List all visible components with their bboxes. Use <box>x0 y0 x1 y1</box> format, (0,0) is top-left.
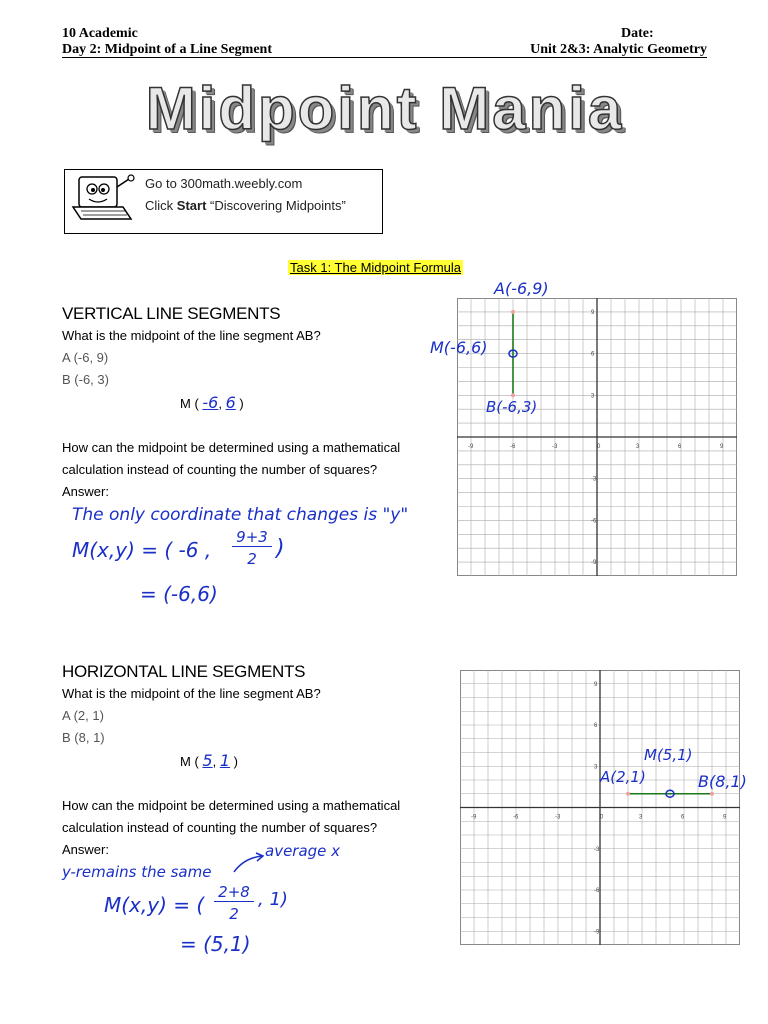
x-tick-label: 9 <box>720 444 724 450</box>
vertical-how-line-2: calculation instead of counting the number of squares? <box>62 462 378 477</box>
horizontal-coordinate-grid <box>460 670 740 945</box>
vertical-question: What is the midpoint of the line segment AB? <box>62 328 321 343</box>
x-tick-label: -9 <box>471 814 477 821</box>
vertical-handwritten-result: = (-6,6) <box>140 582 218 606</box>
horizontal-handwritten-result: = (5,1) <box>180 932 251 956</box>
header-rule <box>62 57 707 58</box>
vertical-point-b: B (-6, 3) <box>62 372 109 387</box>
x-tick-label: 0 <box>597 444 601 450</box>
info-line-1: Go to 300math.weebly.com <box>145 176 303 191</box>
vertical-label-m: M(-6,6) <box>430 338 488 357</box>
date-label: Date: <box>621 26 654 41</box>
horizontal-midpoint-answer <box>180 750 238 773</box>
horizontal-m-label: M ( <box>180 754 199 769</box>
point-b <box>511 393 515 397</box>
vertical-label-a: A(-6,9) <box>494 279 549 298</box>
x-tick-label: -6 <box>513 814 519 821</box>
horizontal-heading: HORIZONTAL LINE SEGMENTS <box>62 662 306 681</box>
y-tick-label: -9 <box>591 560 597 567</box>
vertical-fraction-denominator: 2 <box>247 550 257 568</box>
horizontal-handwritten-line-1: y-remains the same <box>62 863 212 881</box>
y-tick-label: -3 <box>591 476 597 483</box>
x-tick-label: -3 <box>555 814 561 821</box>
x-tick-label: 6 <box>681 814 685 821</box>
horizontal-handwritten-tail: , 1) <box>258 889 288 910</box>
vertical-how-line-1: How can the midpoint be determined using a mathematical <box>62 440 401 455</box>
horizontal-point-b: B (8, 1) <box>62 730 105 745</box>
task-title: Task 1: The Midpoint Formula <box>290 260 461 275</box>
vertical-heading: VERTICAL LINE SEGMENTS <box>62 304 281 323</box>
page-title: Midpoint Mania <box>145 75 625 142</box>
start-keyword: Start <box>176 198 207 213</box>
vertical-handwritten-formula: M(x,y) = ( -6 , <box>72 538 212 562</box>
y-tick-label: 3 <box>594 764 598 771</box>
horizontal-m-close: ) <box>233 754 238 769</box>
vertical-m-comma: , <box>218 396 222 411</box>
vertical-handwritten-close: ) <box>276 536 285 561</box>
x-tick-label: 3 <box>636 444 640 450</box>
horizontal-handwritten-note: average x <box>265 842 341 860</box>
vertical-point-a: A (-6, 9) <box>62 350 109 365</box>
horizontal-m-x: 5 <box>202 751 213 770</box>
x-tick-label: -9 <box>468 444 474 450</box>
x-tick-label: -6 <box>510 444 516 450</box>
x-tick-label: 6 <box>678 444 682 450</box>
y-tick-label: -3 <box>594 846 600 853</box>
horizontal-point-a: A (2, 1) <box>62 708 104 723</box>
horizontal-handwritten-formula: M(x,y) = ( <box>104 893 205 917</box>
laptop-mascot-icon <box>69 173 139 229</box>
horizontal-how-line-1: How can the midpoint be determined using a mathematical <box>62 798 401 813</box>
horizontal-label-b: B(8,1) <box>698 772 747 791</box>
x-tick-label: -3 <box>552 444 558 450</box>
horizontal-how-line-2: calculation instead of counting the number of squares? <box>62 820 378 835</box>
vertical-fraction-numerator: 9+3 <box>232 528 272 547</box>
info-line-2-suffix: “Discovering Midpoints” <box>206 198 346 213</box>
vertical-m-x: -6 <box>202 393 219 412</box>
vertical-label-b: B(-6,3) <box>486 398 538 416</box>
arrow-icon <box>232 852 266 874</box>
lesson-title: Day 2: Midpoint of a Line Segment <box>62 42 272 57</box>
y-tick-label: -6 <box>594 888 600 894</box>
vertical-answer-label: Answer: <box>62 484 109 499</box>
vertical-midpoint-answer <box>180 392 244 415</box>
horizontal-question: What is the midpoint of the line segment AB? <box>62 686 321 701</box>
vertical-coordinate-grid <box>457 298 737 576</box>
horizontal-label-m: M(5,1) <box>644 746 693 764</box>
instructions-box <box>64 169 383 234</box>
unit-label: Unit 2&3: Analytic Geometry <box>530 42 707 57</box>
x-tick-label: 3 <box>639 814 643 821</box>
y-tick-label: -6 <box>591 518 597 525</box>
horizontal-answer-label: Answer: <box>62 842 109 857</box>
horizontal-m-y: 1 <box>219 751 231 770</box>
y-tick-label: 6 <box>594 723 598 729</box>
y-tick-label: 6 <box>591 351 595 358</box>
y-tick-label: 9 <box>591 309 595 316</box>
info-line-2 <box>145 195 346 217</box>
point-b <box>710 792 714 796</box>
y-tick-label: 9 <box>594 681 598 688</box>
horizontal-fraction-numerator: 2+8 <box>214 883 254 902</box>
x-tick-label: 0 <box>600 814 604 821</box>
info-line-2-prefix: Click <box>145 198 177 213</box>
horizontal-label-a: A(2,1) <box>600 768 646 786</box>
horizontal-fraction-denominator: 2 <box>229 905 239 923</box>
vertical-m-y: 6 <box>225 393 236 412</box>
y-tick-label: 3 <box>591 393 595 400</box>
vertical-handwritten-line-1: The only coordinate that changes is "y" <box>72 505 409 525</box>
vertical-m-label: M ( <box>180 396 199 411</box>
horizontal-m-comma: , <box>212 754 217 769</box>
x-tick-label: 9 <box>723 814 727 821</box>
course-label: 10 Academic <box>62 26 138 41</box>
y-tick-label: -9 <box>594 929 600 936</box>
vertical-m-close: ) <box>239 396 244 411</box>
point-a <box>626 792 630 796</box>
point-a <box>511 310 515 314</box>
